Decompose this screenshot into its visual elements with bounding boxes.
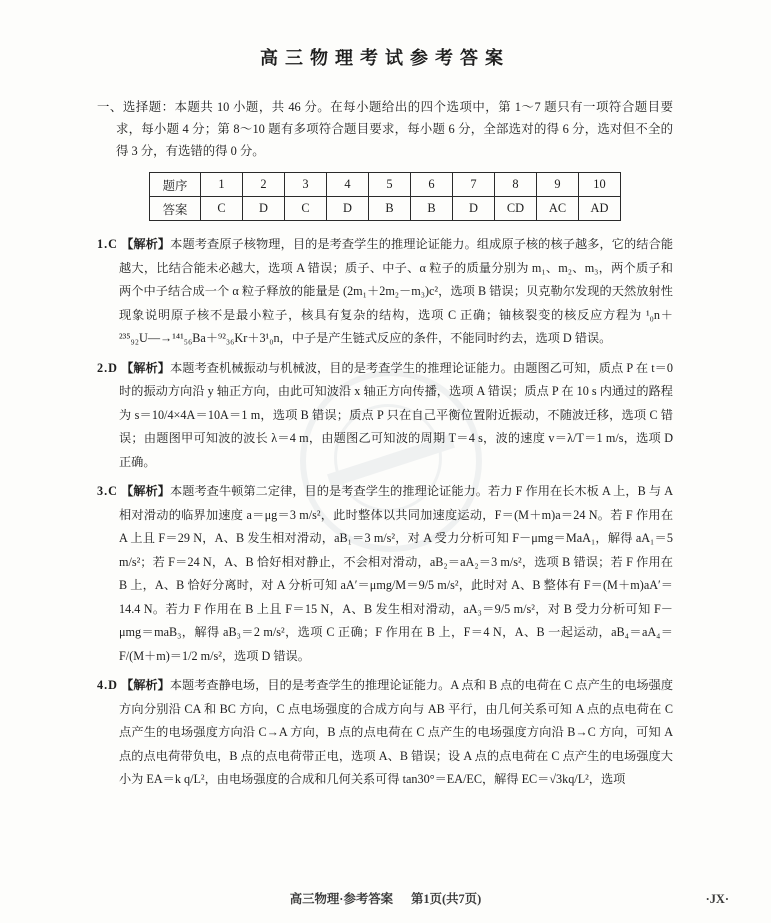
answer-cell: D [327,197,369,221]
question-explanation-text: 本题考查机械振动与机械波，目的是考查学生的推理论证能力。由题图乙可知，质点 P 在 t＝0 时的振动方向沿 y 轴正方向，由此可知波沿 x 轴正方向传播，选项 A 错误；质点 P 在 10 s 内通过的路程为 s＝10/4×4A＝10A＝1 m，选项 B 错误；质点 P 只在自己平衡位置附近振动，不随波迁移，选项 C 错误；由题图甲可知波的波长 λ＝4 m，由题图乙可知波的周期 T＝4 s，波的速度 v＝λ/T＝1 m/s，选项 D 正确。 [119,360,673,469]
question-explanation-2 [97,357,673,475]
section-intro-text: 本题共 10 小题，共 46 分。在每小题给出的四个选项中，第 1～7 题只有一项符合题目要求，每小题 4 分；第 8～10 题有多项符合题目要求，每小题 6 分，全部选对的得 6 分，选对但不全的得 3 分，有选错的得 0 分。 [116,100,674,158]
footer-page-number: 第1页(共7页) [411,892,482,906]
answer-table-row2-label: 答案 [150,197,201,221]
section-label: 一、选择题： [97,100,175,114]
question-number-cell: 5 [369,173,411,197]
question-explanation-4 [97,674,673,792]
answer-table-row1-label: 题序 [150,173,201,197]
question-number-cell: 8 [495,173,537,197]
question-explanation-3 [97,480,673,668]
question-number-cell: 2 [243,173,285,197]
answer-cell: D [243,197,285,221]
question-number: 3.C [97,484,118,498]
page-title: 高三物理考试参考答案 [260,48,510,68]
analysis-marker: 【解析】 [121,678,170,692]
answer-cell: D [453,197,495,221]
answer-cell: CD [495,197,537,221]
question-explanation-text: 本题考查静电场，目的是考查学生的推理论证能力。A 点和 B 点的电荷在 C 点产生的电场强度方向分别沿 CA 和 BC 方向，C 点电场强度的合成方向与 AB 平行，由几何关系可知 A 点的点电荷在 C 点产生的电场强度方向沿 C→A 方向，B 点的点电荷在 C 点产生的电场强度方向沿 B→C 方向，可知 A 点的点电荷带负电，B 点的点电荷带正电，选项 A、B 错误；设 A 点的点电荷在 C 点产生的电场强度大小为 EA＝k q/L²，由电场强度的合成和几何关系可得 tan30°＝EA/EC，解得 EC＝√3kq/L²，选项 [119,678,674,786]
analysis-marker: 【解析】 [121,484,170,498]
answer-cell: C [285,197,327,221]
question-number-cell: 6 [411,173,453,197]
question-number: 4.D [97,678,118,692]
question-explanation-1 [97,233,673,351]
answer-table [149,172,621,221]
answer-cell: B [369,197,411,221]
question-number-cell: 3 [285,173,327,197]
footer-document-name: 高三物理·参考答案 [289,892,394,906]
answer-cell: C [201,197,243,221]
analysis-marker: 【解析】 [121,360,171,375]
answer-cell: B [411,197,453,221]
footer-edition-code: ·JX· [705,892,729,906]
answer-table-number-row [150,173,621,197]
question-number-cell: 10 [579,173,621,197]
question-number-cell: 7 [453,173,495,197]
page-footer [0,889,771,907]
answer-table-answer-row [150,197,621,221]
question-number-cell: 4 [327,173,369,197]
question-number: 2.D [97,360,118,375]
answer-cell: AC [537,197,579,221]
answer-cell: AD [579,197,621,221]
question-number: 1.C [97,237,118,251]
question-explanation-text: 本题考查牛顿第二定律，目的是考查学生的推理论证能力。若力 F 作用在长木板 A 上，B 与 A 相对滑动的临界加速度 a＝μg＝3 m/s²，此时整体以共同加速度运动，F＝(M＋m)a＝24 N。若 F 作用在 A 上且 F＝29 N，A、B 发生相对滑动，aB₁＝3 m/s²，对 A 受力分析可知 F－μmg＝MaA₁，解得 aA₁＝5 m/s²；若 F＝24 N，A、B 恰好相对静止，不会相对滑动，aB₂＝aA₂＝3 m/s²，选项 B 错误；若 F 作用在 B 上，A、B 恰好分离时，对 A 分析可知 aA′＝μmg/M＝9/5 m/s²，此时对 A、B 整体有 F＝(M＋m)aA′＝14.4 N。若力 F 作用在 B 上且 F＝15 N，A、B 发生相对滑动，aA₃＝9/5 m/s²，对 B 受力分析可知 F－μmg＝maB₃，解得 aB₃＝2 m/s²，选项 C 正确；F 作用在 B 上，F＝4 N，A、B 一起运动，aB₄＝aA₄＝F/(M＋m)＝1/2 m/s²，选项 D 错误。 [119,484,673,663]
question-number-cell: 1 [201,173,243,197]
analysis-marker: 【解析】 [121,237,171,251]
section-intro [97,96,673,162]
question-number-cell: 9 [537,173,579,197]
question-explanation-text: 本题考查原子核物理，目的是考查学生的推理论证能力。组成原子核的核子越多，它的结合能越大，比结合能未必越大，选项 A 错误；质子、中子、α 粒子的质量分别为 m₁、m₂、m₃，两个质子和两个中子结合成一个 α 粒子释放的能量是 (2m₁＋2m₂－m₃)c²，选项 B 错误；贝克勒尔发现的天然放射性现象说明原子核不是最小粒子，核具有复杂的结构，选项 C 正确；铀核裂变的核反应方程为 ¹₀n＋²³⁵₉₂U―→¹⁴¹₅₆Ba＋⁹²₃₆Kr＋3¹₀n，中子是产生链式反应的条件，不能同时约去，选项 D 错误。 [119,237,674,345]
